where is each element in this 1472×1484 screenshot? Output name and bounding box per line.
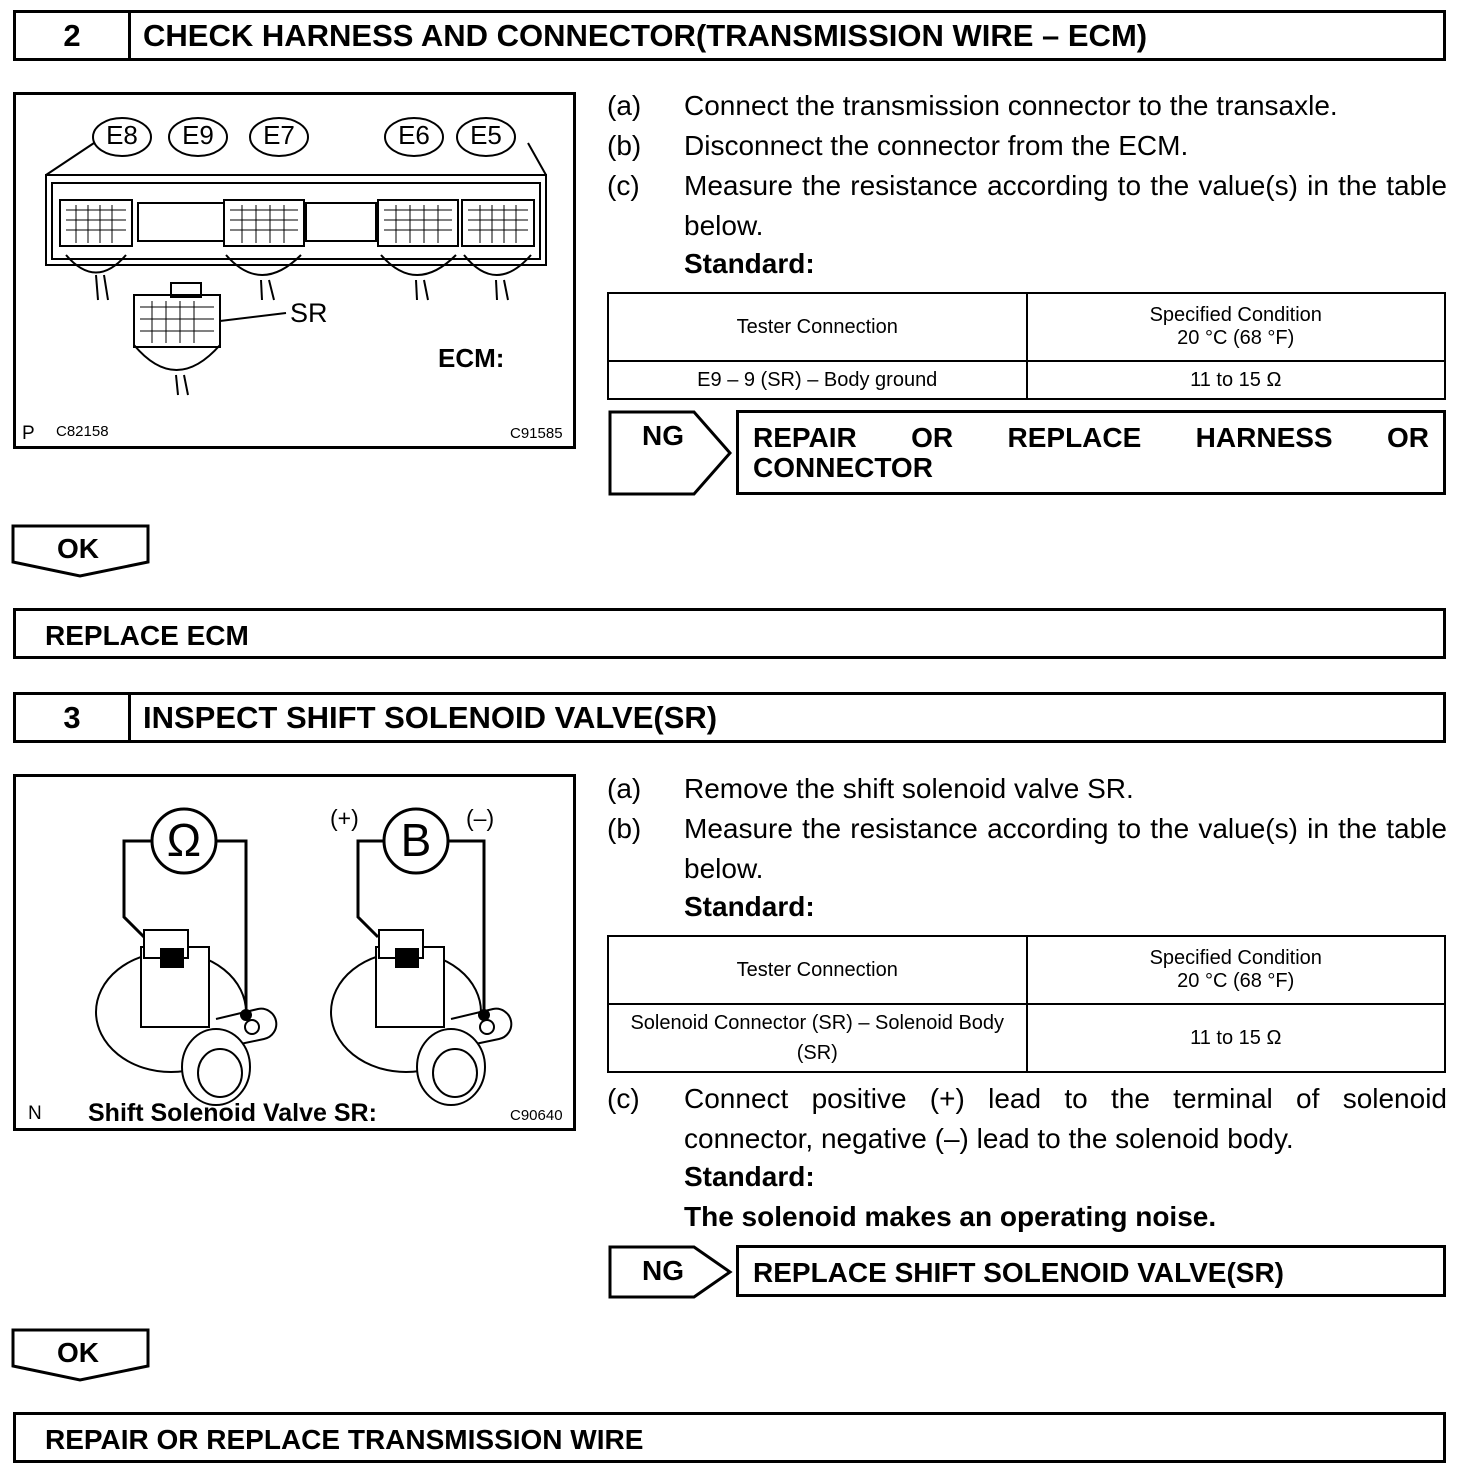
- ecm-window: [306, 203, 376, 241]
- step3-standard-label-2: Standard:: [684, 1161, 815, 1192]
- step2-standard-label: Standard:: [684, 248, 815, 279]
- battery-wire-left: [358, 841, 386, 937]
- ok-action-box: [13, 1412, 1446, 1463]
- probe-point-right: [478, 1009, 490, 1021]
- step3-instruction-b: (b) Measure the resistance according to the value(s) in the table below.: [607, 813, 1447, 884]
- table-cell-condition: 11 to 15 Ω: [1027, 361, 1446, 399]
- ecm-inner-frame: [52, 183, 540, 259]
- connector-e6-block: [378, 200, 458, 246]
- connector-label: E5: [470, 120, 502, 150]
- figure-code-right: C91585: [510, 425, 563, 442]
- step3-standard-label: Standard:: [684, 891, 815, 922]
- ecm-connector-figure: [13, 92, 576, 449]
- ecm-window: [138, 203, 224, 241]
- ng-action-text: REPLACE SHIFT SOLENOID VALVE(SR): [753, 1257, 1284, 1288]
- ohm-wire-left: [124, 841, 152, 937]
- sr-leader-line: [220, 313, 286, 321]
- step3-title: INSPECT SHIFT SOLENOID VALVE(SR): [143, 699, 718, 735]
- sr-connector: [134, 295, 220, 347]
- ok-label: OK: [57, 1337, 99, 1368]
- connector-label: E8: [106, 120, 138, 150]
- step2-number: 2: [16, 13, 131, 58]
- connector-label: E6: [398, 120, 430, 150]
- figure-code-right: C90640: [510, 1107, 563, 1124]
- figure-caption: Shift Solenoid Valve SR:: [88, 1099, 377, 1127]
- ok-action-box: [13, 608, 1446, 659]
- figure-corner-letter: N: [28, 1103, 42, 1124]
- table-header-specified: Specified Condition 20 °C (68 °F): [1027, 936, 1446, 1004]
- ng-action-box: [736, 410, 1446, 495]
- figure-code-left: C82158: [56, 423, 109, 440]
- step3-instruction-a: (a) Remove the shift solenoid valve SR.: [607, 773, 1134, 804]
- ng-action-text: REPAIR OR REPLACE HARNESS OR CONNECTOR: [753, 422, 1429, 483]
- table-cell-connection: E9 – 9 (SR) – Body ground: [608, 361, 1027, 399]
- table-cell-connection: Solenoid Connector (SR) – Solenoid Body (SR): [608, 1004, 1027, 1072]
- step2-title: CHECK HARNESS AND CONNECTOR(TRANSMISSION WIRE – ECM): [143, 17, 1148, 53]
- table-header-tester: Tester Connection: [608, 293, 1027, 361]
- ohmmeter-symbol: Ω: [166, 814, 202, 866]
- step3-number: 3: [16, 695, 131, 740]
- battery-symbol: B: [400, 814, 432, 866]
- step3-header: [13, 692, 1446, 743]
- table-cell-condition: 11 to 15 Ω: [1027, 1004, 1446, 1072]
- step2-instruction-b: (b) Disconnect the connector from the ECM.: [607, 130, 1189, 161]
- ok-label: OK: [57, 533, 99, 564]
- table-header-tester: Tester Connection: [608, 936, 1027, 1004]
- ng-label: NG: [642, 1255, 684, 1286]
- figure-corner-letter: P: [22, 423, 35, 444]
- connector-label: E9: [182, 120, 214, 150]
- step3-instruction-c: (c) Connect positive (+) lead to the terminal of solenoid connector, negative (–) lead to the solenoid body.: [607, 1083, 1447, 1154]
- ecm-label: ECM:: [438, 343, 505, 373]
- connector-e8-block: [60, 200, 132, 246]
- sr-harness: [134, 345, 220, 370]
- connector-label: E7: [263, 120, 295, 150]
- probe-point-left: [240, 1009, 252, 1021]
- step3-spec-table: [607, 935, 1446, 1073]
- minus-label: (–): [466, 805, 495, 831]
- table-header-specified: Specified Condition 20 °C (68 °F): [1027, 293, 1446, 361]
- ng-action-box: [736, 1245, 1446, 1297]
- step2-instruction-c: (c) Measure the resistance according to the value(s) in the table below.: [607, 170, 1447, 241]
- ok-action-text: REPAIR OR REPLACE TRANSMISSION WIRE: [45, 1424, 644, 1455]
- plus-label: (+): [330, 805, 359, 831]
- ok-action-text: REPLACE ECM: [45, 620, 249, 651]
- solenoid-figure: [13, 774, 576, 1131]
- connector-e7-block: [224, 200, 304, 246]
- harness-e8: [66, 255, 126, 273]
- ng-label: NG: [642, 420, 684, 451]
- step2-spec-table: [607, 292, 1446, 400]
- step3-standard-result: The solenoid makes an operating noise.: [684, 1201, 1217, 1232]
- connector-e5-block: [462, 200, 534, 246]
- step2-instruction-a: (a) Connect the transmission connector to the transaxle.: [607, 90, 1338, 121]
- sr-label: SR: [290, 298, 328, 328]
- step2-header: [13, 10, 1446, 61]
